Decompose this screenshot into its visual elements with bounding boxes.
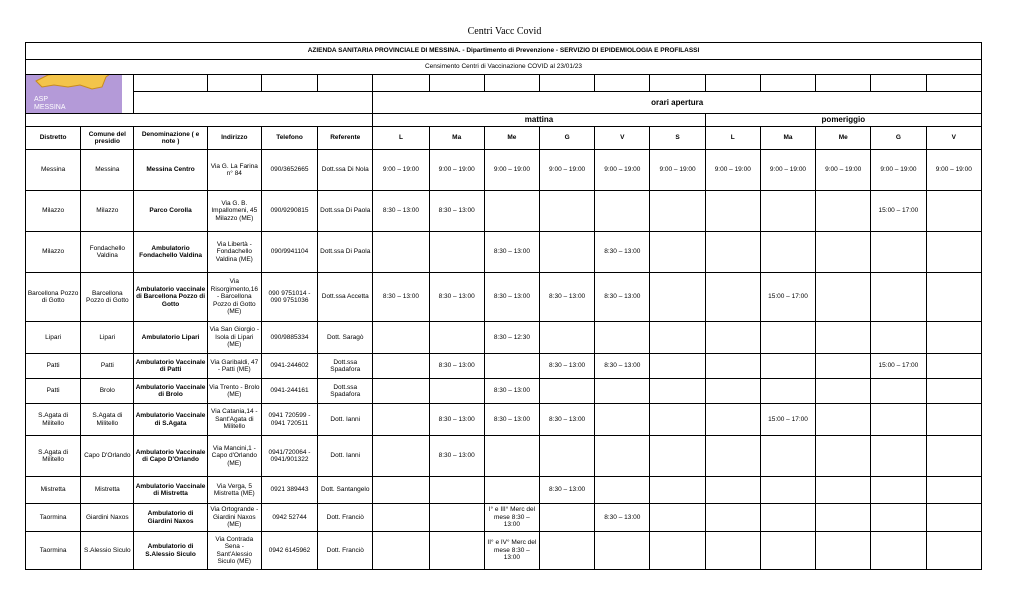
cell-afternoon-hours [926, 504, 981, 532]
cell-afternoon-hours [816, 191, 871, 232]
cell-morning-hours [650, 379, 705, 404]
cell-afternoon-hours [760, 532, 815, 570]
cell-afternoon-hours [926, 532, 981, 570]
cell-morning-hours: 9:00 – 19:00 [650, 150, 705, 191]
cell-telefono: 090/9941104 [261, 232, 317, 273]
asp-messina-logo [26, 75, 122, 113]
cell-afternoon-hours [705, 191, 760, 232]
cell-morning-hours: 8:30 – 13:00 [373, 191, 429, 232]
cell-afternoon-hours [926, 379, 981, 404]
cell-indirizzo: Via G. La Farina n° 84 [207, 150, 261, 191]
cell-morning-hours [373, 436, 429, 477]
cell-morning-hours: 8:30 – 13:00 [484, 232, 539, 273]
cell-comune: S.Agata di Militello [81, 404, 134, 436]
cell-morning-hours: 9:00 – 19:00 [373, 150, 429, 191]
cell-morning-hours [540, 322, 595, 354]
cell-comune: S.Alessio Siculo [81, 532, 134, 570]
cell-afternoon-hours: 9:00 – 19:00 [871, 150, 926, 191]
cell-distretto: Taormina [26, 532, 81, 570]
cell-morning-hours: 8:30 – 13:00 [540, 404, 595, 436]
cell-morning-hours [650, 477, 705, 504]
cell-morning-hours [650, 532, 705, 570]
cell-referente: Dott. Ianni [318, 404, 373, 436]
cell-referente: Dott.ssa Spadafora [318, 354, 373, 379]
col-header-distretto: Distretto [26, 127, 81, 150]
cell-morning-hours [484, 191, 539, 232]
cell-morning-hours: 8:30 – 13:00 [540, 354, 595, 379]
cell-denominazione: Ambulatorio di S.Alessio Siculo [134, 532, 207, 570]
cell-indirizzo: Via Trento - Brolo (ME) [207, 379, 261, 404]
cell-morning-hours [650, 404, 705, 436]
table-row [26, 504, 982, 532]
cell-indirizzo: Via Ortogrande - Giardini Naxos (ME) [207, 504, 261, 532]
cell-referente: Dott.ssa Di Nola [318, 150, 373, 191]
logo-line2: MESSINA [34, 104, 66, 111]
cell-morning-hours: 8:30 – 13:00 [429, 404, 484, 436]
cell-morning-hours [650, 436, 705, 477]
cell-afternoon-hours [871, 322, 926, 354]
cell-indirizzo: Via Verga, 5 Mistretta (ME) [207, 477, 261, 504]
cell-morning-hours [595, 436, 650, 477]
cell-denominazione: Ambulatorio Fondachello Valdina [134, 232, 207, 273]
cell-morning-hours: 8:30 – 13:00 [484, 404, 539, 436]
cell-telefono: 0921 389443 [261, 477, 317, 504]
cell-morning-hours: 8:30 – 13:00 [484, 273, 539, 322]
col-header-morning-s: S [650, 127, 705, 150]
cell-afternoon-hours [816, 404, 871, 436]
cell-morning-hours [484, 477, 539, 504]
cell-referente: Dott.ssa Spadafora [318, 379, 373, 404]
cell-morning-hours: 8:30 – 13:00 [429, 273, 484, 322]
cell-morning-hours [373, 379, 429, 404]
col-header-comune: Comune del presidio [81, 127, 134, 150]
cell-morning-hours: 8:30 – 13:00 [373, 273, 429, 322]
cell-distretto: Barcellona Pozzo di Gotto [26, 273, 81, 322]
table-row [26, 322, 982, 354]
cell-morning-hours [484, 436, 539, 477]
cell-morning-hours: 8:30 – 13:00 [429, 354, 484, 379]
cell-denominazione: Messina Centro [134, 150, 207, 191]
cell-afternoon-hours [926, 273, 981, 322]
cell-morning-hours [540, 436, 595, 477]
cell-referente: Dott.ssa Di Paola [318, 232, 373, 273]
cell-telefono: 0942 52744 [261, 504, 317, 532]
cell-morning-hours: I° e III° Merc del mese 8:30 – 13:00 [484, 504, 539, 532]
col-header-afternoon-v: V [926, 127, 981, 150]
cell-afternoon-hours [760, 322, 815, 354]
cell-referente: Dott.ssa Di Paola [318, 191, 373, 232]
cell-comune: Fondachello Valdina [81, 232, 134, 273]
cell-comune: Capo D'Orlando [81, 436, 134, 477]
col-header-morning-me: Me [484, 127, 539, 150]
cell-afternoon-hours [705, 273, 760, 322]
cell-afternoon-hours [760, 436, 815, 477]
cell-referente: Dott. Santangelo [318, 477, 373, 504]
cell-referente: Dott. Saragò [318, 322, 373, 354]
cell-afternoon-hours [926, 477, 981, 504]
sicily-map-icon [34, 75, 118, 92]
header-title: AZIENDA SANITARIA PROVINCIALE DI MESSINA. - Dipartimento di Prevenzione - SERVIZIO DI EPIDEMIOLOGIA E PROFILASSI [26, 43, 982, 60]
header-subtitle: Censimento Centri di Vaccinazione COVID al 23/01/23 [26, 60, 982, 75]
cell-morning-hours [373, 504, 429, 532]
table-row [26, 150, 982, 191]
cell-morning-hours [373, 354, 429, 379]
cell-telefono: 0941/720064 - 0941/901322 [261, 436, 317, 477]
cell-afternoon-hours [816, 273, 871, 322]
cell-afternoon-hours [871, 436, 926, 477]
cell-afternoon-hours: 9:00 – 19:00 [926, 150, 981, 191]
cell-morning-hours: 8:30 – 13:00 [595, 354, 650, 379]
cell-afternoon-hours [926, 322, 981, 354]
cell-morning-hours [595, 532, 650, 570]
cell-afternoon-hours: 15:00 – 17:00 [871, 354, 926, 379]
cell-morning-hours [429, 232, 484, 273]
cell-referente: Dott.ssa Accetta [318, 273, 373, 322]
cell-afternoon-hours [871, 532, 926, 570]
cell-afternoon-hours [926, 404, 981, 436]
cell-indirizzo: Via Mancini,1 - Capo d'Orlando (ME) [207, 436, 261, 477]
cell-denominazione: Ambulatorio vaccinale di Barcellona Pozzo di Gotto [134, 273, 207, 322]
cell-afternoon-hours [926, 436, 981, 477]
cell-telefono: 0942 6145962 [261, 532, 317, 570]
cell-referente: Dott. Franciò [318, 504, 373, 532]
cell-afternoon-hours [760, 477, 815, 504]
col-header-morning-v: V [595, 127, 650, 150]
cell-afternoon-hours [816, 532, 871, 570]
afternoon-label: pomeriggio [705, 114, 981, 127]
cell-morning-hours [373, 322, 429, 354]
cell-distretto: Lipari [26, 322, 81, 354]
cell-denominazione: Ambulatorio Vaccinale di S.Agata [134, 404, 207, 436]
cell-morning-hours: 8:30 – 13:00 [540, 477, 595, 504]
cell-denominazione: Ambulatorio Vaccinale di Patti [134, 354, 207, 379]
document-title: Centri Vacc Covid [467, 26, 542, 37]
cell-indirizzo: Via G. B. Impallomeni, 45 Milazzo (ME) [207, 191, 261, 232]
col-header-afternoon-l: L [705, 127, 760, 150]
cell-afternoon-hours [705, 504, 760, 532]
table-row [26, 477, 982, 504]
cell-morning-hours [373, 532, 429, 570]
cell-afternoon-hours [705, 477, 760, 504]
cell-afternoon-hours: 9:00 – 19:00 [705, 150, 760, 191]
cell-comune: Messina [81, 150, 134, 191]
table-row [26, 191, 982, 232]
col-header-afternoon-me: Me [816, 127, 871, 150]
cell-afternoon-hours [760, 379, 815, 404]
cell-indirizzo: Via San Giorgio - Isola di Lipari (ME) [207, 322, 261, 354]
cell-comune: Giardini Naxos [81, 504, 134, 532]
cell-distretto: Milazzo [26, 232, 81, 273]
cell-telefono: 090/3652665 [261, 150, 317, 191]
logo-line1: ASP [34, 96, 49, 103]
cell-afternoon-hours [705, 354, 760, 379]
cell-afternoon-hours [816, 232, 871, 273]
cell-morning-hours [650, 232, 705, 273]
cell-afternoon-hours [871, 273, 926, 322]
cell-comune: Patti [81, 354, 134, 379]
table-row [26, 532, 982, 570]
morning-label: mattina [373, 114, 705, 127]
cell-afternoon-hours [816, 504, 871, 532]
cell-afternoon-hours [816, 436, 871, 477]
cell-morning-hours: 8:30 – 12:30 [484, 322, 539, 354]
cell-morning-hours: 8:30 – 13:00 [595, 273, 650, 322]
cell-morning-hours [373, 404, 429, 436]
opening-hours-label: orari apertura [373, 91, 982, 113]
cell-afternoon-hours [705, 404, 760, 436]
cell-morning-hours [429, 322, 484, 354]
cell-telefono: 090 9751014 - 090 9751036 [261, 273, 317, 322]
cell-morning-hours [429, 532, 484, 570]
cell-denominazione: Parco Corolla [134, 191, 207, 232]
table-row [26, 379, 982, 404]
cell-telefono: 0941 720599 - 0941 720511 [261, 404, 317, 436]
cell-comune: Mistretta [81, 477, 134, 504]
table-row [26, 354, 982, 379]
cell-telefono: 0941-244602 [261, 354, 317, 379]
cell-morning-hours [429, 477, 484, 504]
cell-afternoon-hours [705, 322, 760, 354]
cell-afternoon-hours [705, 379, 760, 404]
cell-morning-hours [595, 477, 650, 504]
cell-indirizzo: Via Libertà - Fondachello Valdina (ME) [207, 232, 261, 273]
cell-morning-hours: 8:30 – 13:00 [429, 191, 484, 232]
cell-afternoon-hours [760, 504, 815, 532]
cell-comune: Lipari [81, 322, 134, 354]
cell-morning-hours [650, 273, 705, 322]
cell-morning-hours: 8:30 – 13:00 [484, 379, 539, 404]
cell-referente: Dott. Franciò [318, 532, 373, 570]
cell-indirizzo: Via Garibaldi, 47 - Patti (ME) [207, 354, 261, 379]
cell-distretto: S.Agata di Militello [26, 436, 81, 477]
cell-morning-hours [650, 191, 705, 232]
cell-distretto: Milazzo [26, 191, 81, 232]
cell-afternoon-hours [926, 232, 981, 273]
cell-morning-hours [595, 379, 650, 404]
cell-morning-hours [650, 354, 705, 379]
cell-morning-hours: 9:00 – 19:00 [429, 150, 484, 191]
cell-morning-hours: 8:30 – 13:00 [429, 436, 484, 477]
cell-morning-hours [540, 191, 595, 232]
cell-distretto: Patti [26, 379, 81, 404]
cell-afternoon-hours: 15:00 – 17:00 [760, 404, 815, 436]
cell-denominazione: Ambulatorio Lipari [134, 322, 207, 354]
cell-morning-hours [540, 379, 595, 404]
cell-afternoon-hours [871, 404, 926, 436]
cell-denominazione: Ambulatorio Vaccinale di Brolo [134, 379, 207, 404]
cell-indirizzo: Via Risorgimento,16 - Barcellona Pozzo di Gotto (ME) [207, 273, 261, 322]
col-header-denominazione: Denominazione ( e note ) [134, 127, 207, 150]
cell-afternoon-hours [760, 191, 815, 232]
cell-afternoon-hours [705, 232, 760, 273]
cell-morning-hours: 9:00 – 19:00 [484, 150, 539, 191]
cell-telefono: 090/9290815 [261, 191, 317, 232]
cell-morning-hours: 9:00 – 19:00 [540, 150, 595, 191]
col-header-indirizzo: Indirizzo [207, 127, 261, 150]
cell-distretto: Mistretta [26, 477, 81, 504]
cell-telefono: 090/9885334 [261, 322, 317, 354]
col-header-referente: Referente [318, 127, 373, 150]
cell-afternoon-hours [871, 379, 926, 404]
cell-morning-hours [650, 322, 705, 354]
table-row [26, 273, 982, 322]
cell-afternoon-hours [705, 436, 760, 477]
cell-comune: Brolo [81, 379, 134, 404]
cell-distretto: Patti [26, 354, 81, 379]
cell-afternoon-hours [871, 232, 926, 273]
cell-morning-hours [650, 504, 705, 532]
cell-denominazione: Ambulatorio Vaccinale di Capo D'Orlando [134, 436, 207, 477]
cell-morning-hours: 9:00 – 19:00 [595, 150, 650, 191]
cell-afternoon-hours [816, 354, 871, 379]
cell-morning-hours: II° e IV° Merc del mese 8:30 – 13:00 [484, 532, 539, 570]
cell-afternoon-hours [760, 354, 815, 379]
col-header-morning-g: G [540, 127, 595, 150]
cell-morning-hours [429, 379, 484, 404]
cell-indirizzo: Via Contrada Sena - Sant'Alessio Siculo (ME) [207, 532, 261, 570]
col-header-afternoon-g: G [871, 127, 926, 150]
cell-afternoon-hours [816, 379, 871, 404]
cell-morning-hours [540, 232, 595, 273]
cell-afternoon-hours: 15:00 – 17:00 [871, 191, 926, 232]
cell-afternoon-hours [816, 477, 871, 504]
cell-morning-hours: 8:30 – 13:00 [595, 504, 650, 532]
table-row [26, 404, 982, 436]
vaccination-centers-table [25, 42, 982, 570]
cell-distretto: Messina [26, 150, 81, 191]
cell-distretto: S.Agata di Militello [26, 404, 81, 436]
cell-morning-hours [373, 232, 429, 273]
cell-afternoon-hours [871, 477, 926, 504]
cell-indirizzo: Via Catania,14 - Sant'Agata di Militello [207, 404, 261, 436]
cell-morning-hours [484, 354, 539, 379]
table-row [26, 436, 982, 477]
cell-morning-hours [540, 532, 595, 570]
cell-comune: Barcellona Pozzo di Gotto [81, 273, 134, 322]
col-header-morning-ma: Ma [429, 127, 484, 150]
cell-morning-hours [595, 191, 650, 232]
col-header-telefono: Telefono [261, 127, 317, 150]
cell-afternoon-hours [816, 322, 871, 354]
cell-distretto: Taormina [26, 504, 81, 532]
col-header-morning-l: L [373, 127, 429, 150]
col-header-afternoon-ma: Ma [760, 127, 815, 150]
cell-afternoon-hours [705, 532, 760, 570]
cell-morning-hours [429, 504, 484, 532]
cell-morning-hours [373, 477, 429, 504]
cell-afternoon-hours [871, 504, 926, 532]
cell-morning-hours: 8:30 – 13:00 [595, 232, 650, 273]
cell-morning-hours [595, 404, 650, 436]
cell-denominazione: Ambulatorio di Giardini Naxos [134, 504, 207, 532]
cell-afternoon-hours [926, 191, 981, 232]
table-row [26, 232, 982, 273]
cell-afternoon-hours [760, 232, 815, 273]
cell-afternoon-hours: 9:00 – 19:00 [816, 150, 871, 191]
cell-morning-hours [595, 322, 650, 354]
cell-morning-hours: 8:30 – 13:00 [540, 273, 595, 322]
cell-afternoon-hours: 15:00 – 17:00 [760, 273, 815, 322]
cell-telefono: 0941-244161 [261, 379, 317, 404]
cell-afternoon-hours: 9:00 – 19:00 [760, 150, 815, 191]
cell-comune: Milazzo [81, 191, 134, 232]
cell-morning-hours [540, 504, 595, 532]
cell-denominazione: Ambulatorio Vaccinale di Mistretta [134, 477, 207, 504]
cell-referente: Dott. Ianni [318, 436, 373, 477]
logo-cell [26, 75, 134, 114]
cell-afternoon-hours [926, 354, 981, 379]
